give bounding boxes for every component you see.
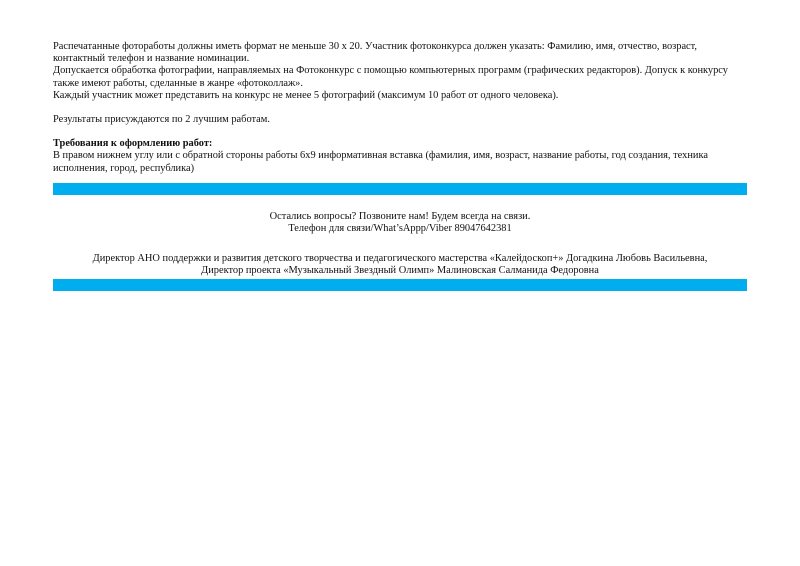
requirements-text: В правом нижнем углу или с обратной стороны работы 6х9 информативная вставка (фамилия, имя, возраст, название работы, год создания, техника исполнения, город, республика)	[53, 150, 708, 174]
blue-divider-bottom	[53, 279, 747, 291]
paragraph-quantity: Каждый участник может представить на конкурс не менее 5 фотографий (максимум 10 работ от одного человека).	[53, 89, 559, 101]
contact-line-1: Остались вопросы? Позвоните нам! Будем всегда на связи.	[269, 211, 531, 222]
paragraph-results: Результаты присуждаются по 2 лучшим работам.	[53, 114, 270, 126]
requirements-heading: Требования к оформлению работ:	[53, 138, 213, 150]
directors-block	[53, 253, 747, 277]
blue-divider-top	[53, 183, 747, 195]
contact-block	[53, 211, 747, 235]
document-body	[53, 41, 747, 175]
director-line-2: Директор проекта «Музыкальный Звездный Олимп» Малиновская Салманида Федоровна	[201, 265, 599, 277]
director-line-1: Директор АНО поддержки и развития детского творчества и педагогического мастерства «Калейдоскоп+» Догадкина Любовь Васильевна,	[92, 253, 708, 264]
paragraph-editing: Допускается обработка фотографии, направляемых на Фотоконкурс с помощью компьютерных программ (графических редакторов). Допуск к конкурсу также имеют работы, сделанные в жанре «фотоколлаж».	[53, 65, 728, 89]
contact-line-2: Телефон для связи/What’sAppp/Viber 89047642381	[288, 223, 512, 235]
paragraph-format: Распечатанные фотоработы должны иметь формат не меньше 30 х 20. Участник фотоконкурса должен указать: Фамилию, имя, отчество, возраст, контактный телефон и название номинации.	[53, 41, 698, 65]
